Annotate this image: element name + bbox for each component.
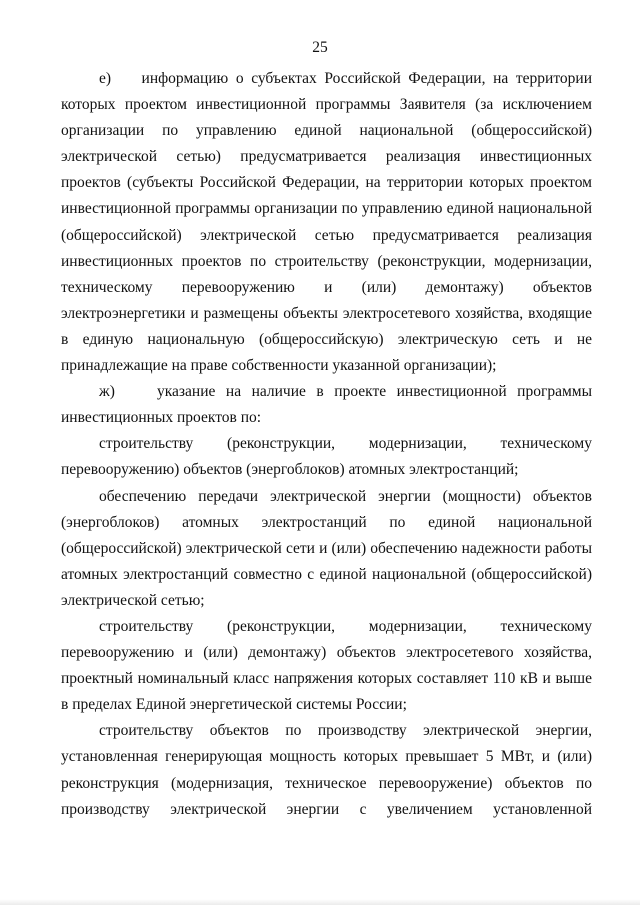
page-bottom-edge [0,899,640,905]
paragraph-zh-indication: ж) указание на наличие в проекте инвестиционной программы инвестиционных проектов по: [61,383,592,427]
document-body [61,66,592,823]
page-number: 25 [312,39,328,56]
paragraph-generation-facilities: строительству объектов по производству электрической энергии, установленная генерирующая мощность которых превышает 5 МВт, и (или) реконструкция (модернизация, техническое перевооружение) объектов по производству электрической энергии с увеличением установленной [61,722,592,818]
paragraph-npp-construction: строительству (реконструкции, модернизации, техническому перевооружению) объектов (энергоблоков) атомных электростанций; [61,435,592,479]
paragraph-e-subjects-info: е) информацию о субъектах Российской Федерации, на территории которых проектом инвестиционной программы Заявителя (за исключением организации по управлению единой национальной (общероссийской) электрической сетью) предусматривается реализация инвестиционных проектов (субъекты Российской Федерации, на территории которых проектом инвестиционной программы организации по управлению единой национальной (общероссийской) электрической сетью предусматривается реализация инвестиционных проектов по строительству (реконструкции, модернизации, техническому перевооружению и (или) демонтажу) объектов электроэнергетики и размещены объекты электросетевого хозяйства, входящие в единую национальную (общероссийскую) электрическую сеть и не принадлежащие на праве собственности указанной организации); [61,70,592,375]
paragraph-grid-facilities: строительству (реконструкции, модернизации, техническому перевооружению и (или) демонтажу) объектов электросетевого хозяйства, проектный номинальный класс напряжения которых составляет 110 кВ и выше в пределах Единой энергетической системы России; [61,617,592,714]
paragraph-npp-power-transmission: обеспечению передачи электрической энергии (мощности) объектов (энергоблоков) атомных электростанций по единой национальной (общероссийской) электрической сети и (или) обеспечению надежности работы атомных электростанций совместно с единой национальной (общероссийской) электрической сетью; [61,487,592,609]
